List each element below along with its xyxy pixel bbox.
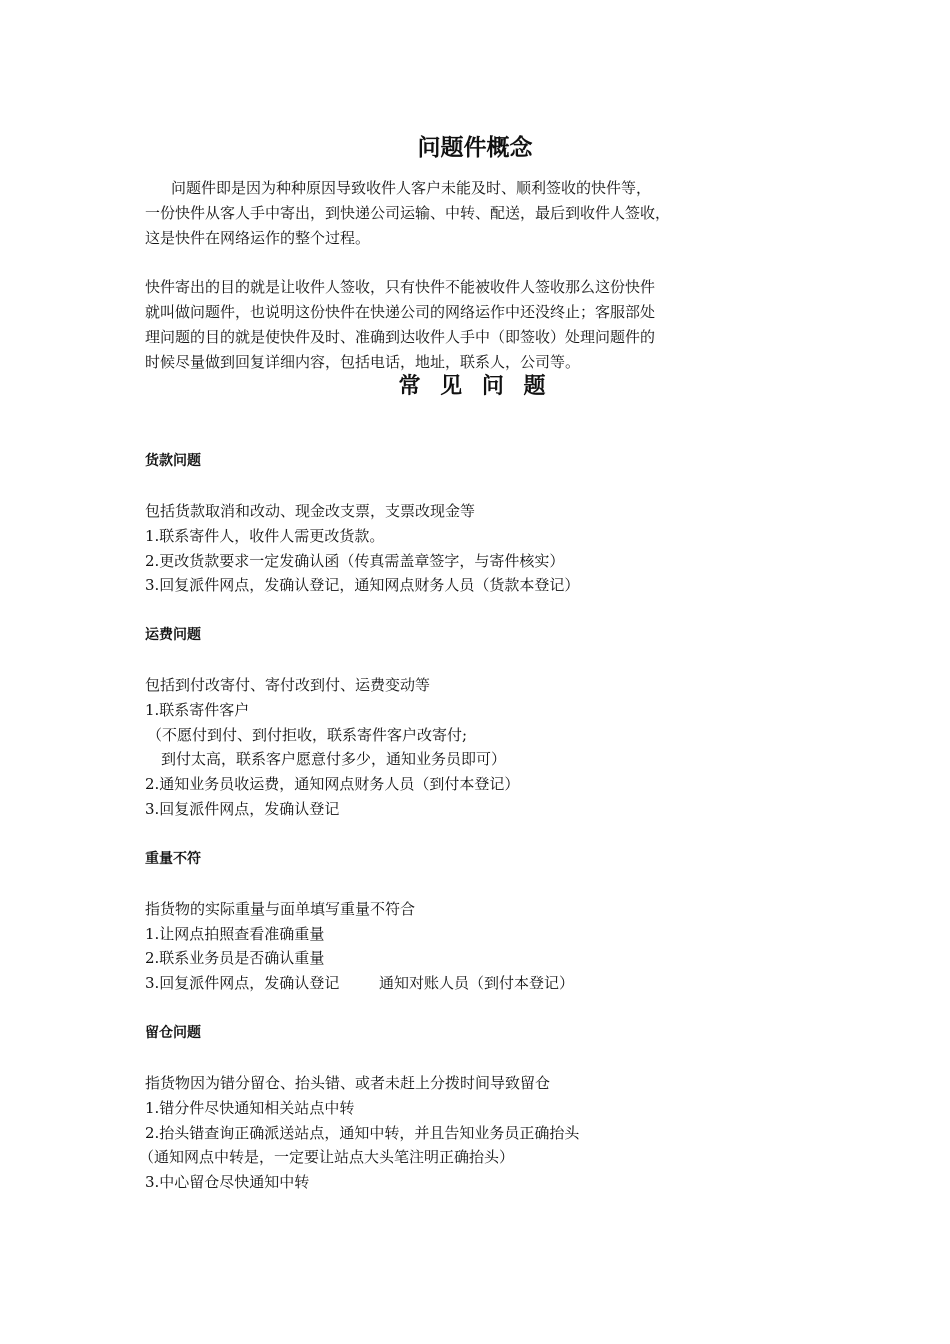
section-heading-storage: 留仓问题 xyxy=(145,1025,201,1041)
weight-line: 3.回复派件网点，发确认登记 xyxy=(145,974,340,992)
storage-line: 2.抬头错查询正确派送站点，通知中转，并且告知业务员正确抬头 xyxy=(145,1124,580,1142)
intro-line: 这是快件在网络运作的整个过程。 xyxy=(145,229,371,247)
weight-line: 1.让网点拍照查看准确重量 xyxy=(145,925,325,943)
section-heading-payment: 货款问题 xyxy=(145,453,201,469)
freight-line: 包括到付改寄付、寄付改到付、运费变动等 xyxy=(145,676,431,694)
section-heading-weight: 重量不符 xyxy=(145,851,201,867)
storage-line: 3.中心留仓尽快通知中转 xyxy=(145,1173,310,1191)
payment-line: 3.回复派件网点，发确认登记，通知网点财务人员（货款本登记） xyxy=(145,576,580,594)
payment-line: 2.更改货款要求一定发确认函（传真需盖章签字，与寄件核实） xyxy=(145,552,565,570)
freight-line: 到付太高，联系客户愿意付多少，通知业务员即可） xyxy=(161,750,507,768)
purpose-line: 就叫做问题件，也说明这份快件在快递公司的网络运作中还没终止；客服部处 xyxy=(145,303,656,321)
page-title: 问题件概念 xyxy=(417,134,533,161)
intro-line: 问题件即是因为种种原因导致收件人客户未能及时、顺利签收的快件等， xyxy=(171,179,652,197)
freight-line: 1.联系寄件客户 xyxy=(145,701,250,719)
purpose-line: 快件寄出的目的就是让收件人签收，只有快件不能被收件人签收那么这份快件 xyxy=(145,278,656,296)
purpose-line: 时候尽量做到回复详细内容，包括电话，地址，联系人，公司等。 xyxy=(145,353,581,371)
weight-line: 通知对账人员（到付本登记） xyxy=(379,974,575,992)
payment-line: 1.联系寄件人，收件人需更改货款。 xyxy=(145,527,385,545)
freight-line: 2.通知业务员收运费，通知网点财务人员（到付本登记） xyxy=(145,775,520,793)
faq-title: 常 见 问 题 xyxy=(398,373,552,399)
weight-line: 指货物的实际重量与面单填写重量不符合 xyxy=(145,900,416,918)
storage-line: 1.错分件尽快通知相关站点中转 xyxy=(145,1099,355,1117)
intro-line: 一份快件从客人手中寄出，到快递公司运输、中转、配送，最后到收件人签收， xyxy=(145,204,671,222)
freight-line: （不愿付到付、到付拒收，联系寄件客户改寄付; xyxy=(147,726,468,744)
storage-line: 指货物因为错分留仓、抬头错、或者未赶上分拨时间导致留仓 xyxy=(145,1074,551,1092)
payment-line: 包括货款取消和改动、现金改支票，支票改现金等 xyxy=(145,502,476,520)
weight-line: 2.联系业务员是否确认重量 xyxy=(145,949,325,967)
section-heading-freight: 运费问题 xyxy=(145,627,201,643)
storage-line: （通知网点中转是，一定要让站点大头笔注明正确抬头） xyxy=(139,1148,515,1166)
freight-line: 3.回复派件网点，发确认登记 xyxy=(145,800,340,818)
purpose-line: 理问题的目的就是使快件及时、准确到达收件人手中（即签收）处理问题件的 xyxy=(145,328,656,346)
